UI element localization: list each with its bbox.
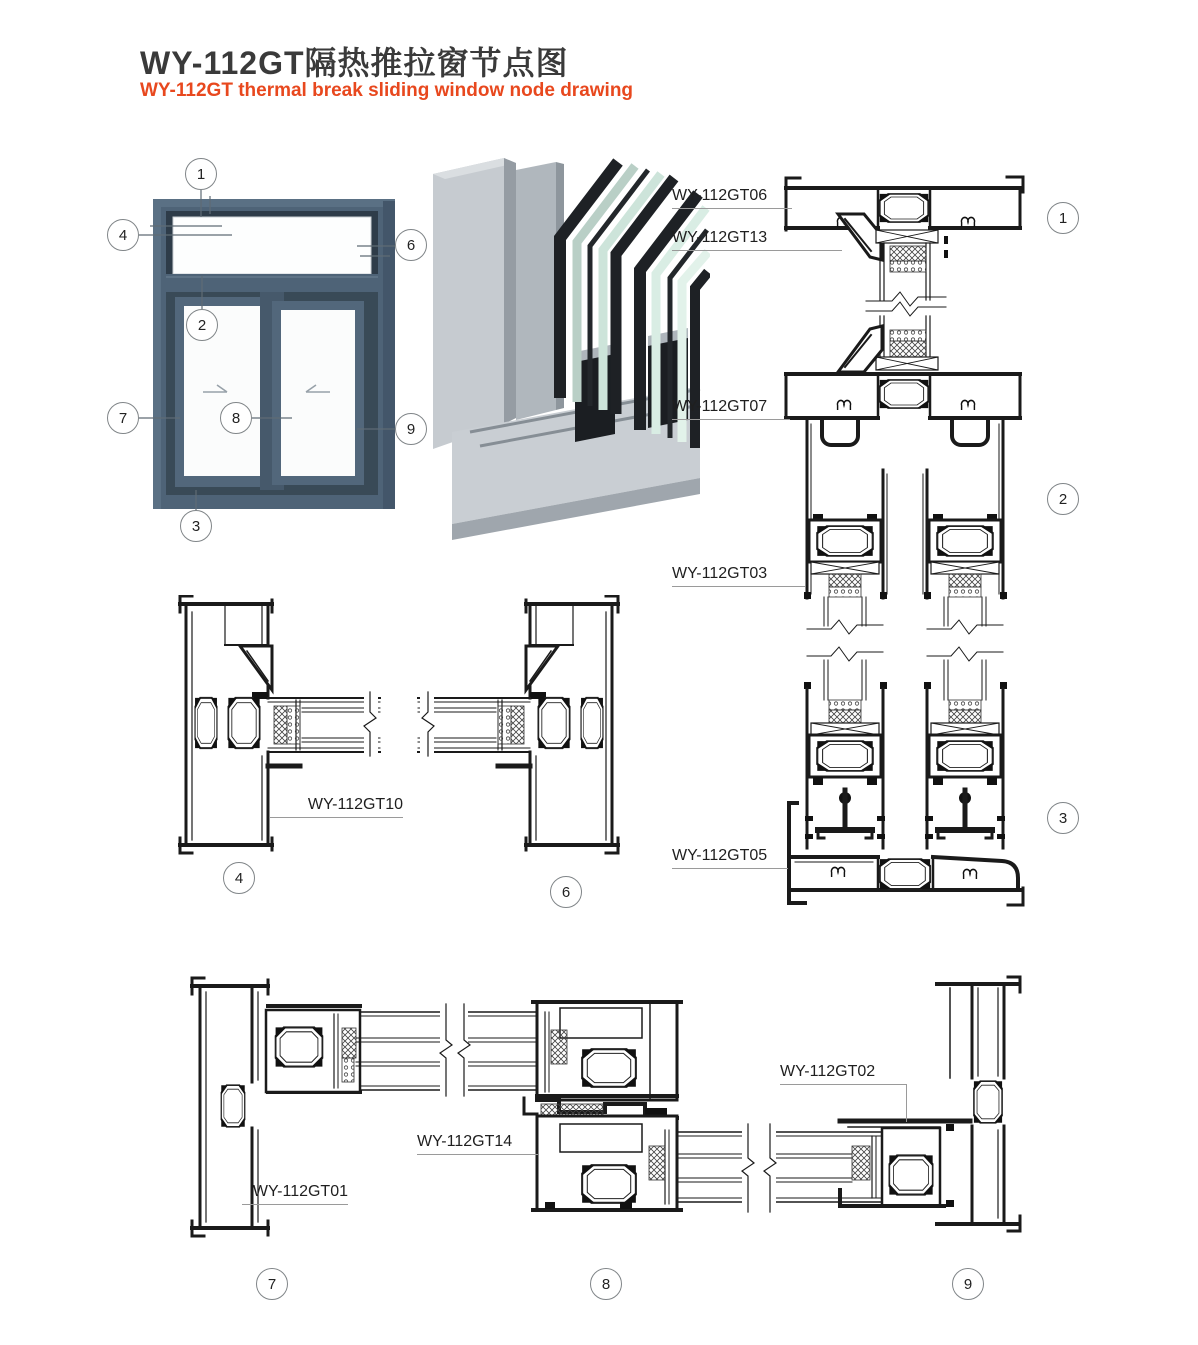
part-label-gt10: WY-112GT10 <box>270 796 403 818</box>
sill-section-gt05 <box>789 803 1023 905</box>
interlock-section-gt14 <box>524 1002 681 1210</box>
page-title: WY-112GT隔热推拉窗节点图 <box>140 45 569 81</box>
part-label-gt14: WY-112GT14 <box>417 1133 538 1155</box>
section-callout-6: 6 <box>550 876 582 908</box>
section-vertical-drawing <box>770 170 1040 910</box>
section-callout-2: 2 <box>1047 483 1079 515</box>
jamb-section-mirrored <box>418 596 618 853</box>
elev-callout-9: 9 <box>395 413 427 445</box>
render-3d <box>425 148 710 540</box>
right-jamb-section-gt02 <box>840 977 1020 1231</box>
break-line <box>807 620 883 661</box>
sliding-sash-section <box>804 420 1007 848</box>
section-mid-drawing <box>175 595 625 865</box>
page-subtitle: WY-112GT thermal break sliding window node drawing <box>140 80 634 101</box>
break-line <box>866 292 946 316</box>
elev-callout-3: 3 <box>180 510 212 542</box>
elev-callout-1: 1 <box>185 158 217 190</box>
elev-callout-7: 7 <box>107 402 139 434</box>
part-label-gt02: WY-112GT02 <box>780 1063 907 1085</box>
render-frame-slabs <box>433 158 564 449</box>
part-label-gt06: WY-112GT06 <box>672 187 792 209</box>
section-callout-8: 8 <box>590 1268 622 1300</box>
section-callout-7: 7 <box>256 1268 288 1300</box>
elev-callout-6: 6 <box>395 229 427 261</box>
part-label-gt03: WY-112GT03 <box>672 565 805 587</box>
window-elevation-drawing <box>100 150 440 560</box>
part-label-gt13: WY-112GT13 <box>672 229 842 251</box>
section-callout-9: 9 <box>952 1268 984 1300</box>
elev-callout-4: 4 <box>107 219 139 251</box>
sash-column <box>805 514 885 839</box>
part-label-gt05: WY-112GT05 <box>672 847 788 869</box>
section-callout-1: 1 <box>1047 202 1079 234</box>
section-callout-4: 4 <box>223 862 255 894</box>
part-label-gt07: WY-112GT07 <box>672 398 790 420</box>
section-callout-3: 3 <box>1047 802 1079 834</box>
elev-callout-2: 2 <box>186 309 218 341</box>
glass-run-right <box>677 1124 882 1212</box>
part-label-gt01: WY-112GT01 <box>242 1183 348 1205</box>
glass-run-left <box>356 1004 544 1096</box>
elev-callout-8: 8 <box>220 402 252 434</box>
gt02-leader-line <box>906 1084 907 1122</box>
